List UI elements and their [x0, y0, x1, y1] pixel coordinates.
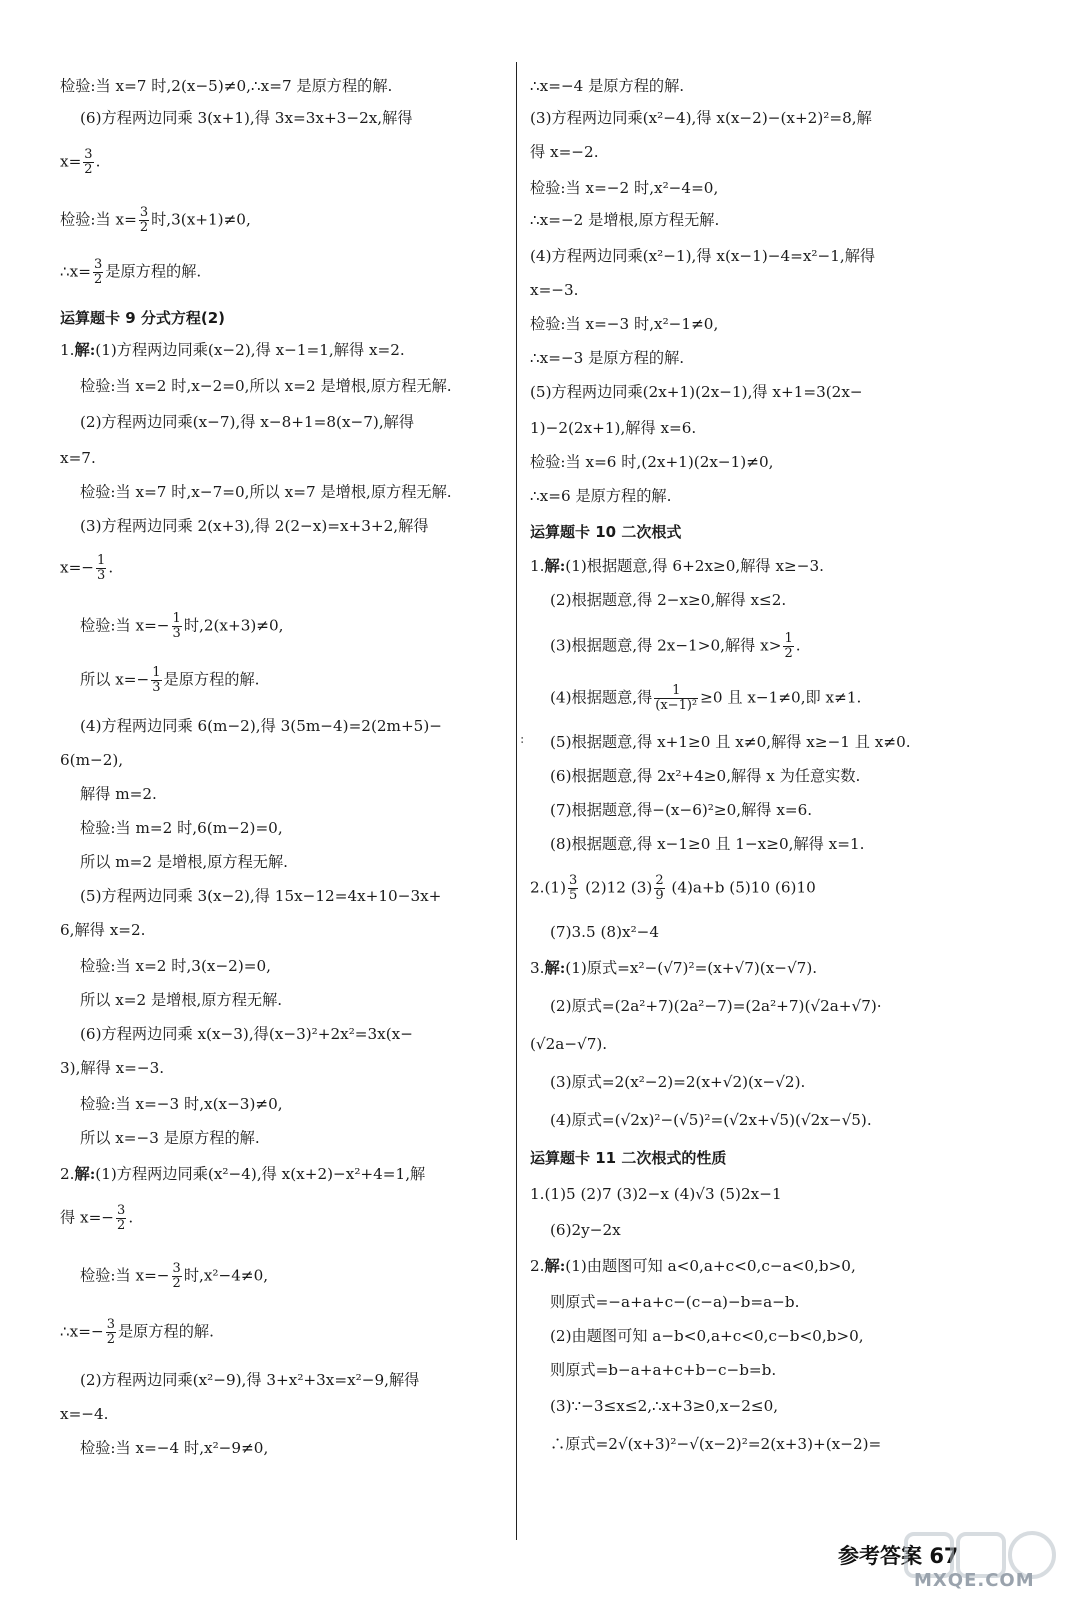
fraction: $\frac{1}{3}$	[97, 553, 106, 583]
text-line: 1.解:(1)根据题意,得 6+2x≥0,解得 x≥−3.	[530, 557, 824, 575]
text-line: (6)2y−2x	[550, 1221, 621, 1239]
page-number: 67	[929, 1544, 959, 1568]
section-heading: 运算题卡 9 分式方程(2)	[60, 309, 226, 327]
section-heading: 运算题卡 10 二次根式	[530, 523, 682, 541]
text-line: (2)原式=(2a²+7)(2a²−7)=(2a²+7)(√2a+√7)·	[550, 997, 882, 1015]
fraction: $\frac{3}{2}$	[106, 1317, 115, 1347]
text-line: (5)方程两边同乘 3(x−2),得 15x−12=4x+10−3x+	[80, 887, 442, 905]
text-line: (3)∵−3≤x≤2,∴x+3≥0,x−2≤0,	[550, 1397, 779, 1415]
text-line: 检验:当 x=2 时,x−2=0,所以 x=2 是增根,原方程无解.	[80, 377, 452, 395]
text-line: (7)根据题意,得−(x−6)²≥0,解得 x=6.	[550, 801, 813, 819]
text-line: ∴x=− $\frac{3}{2}$ 是原方程的解.	[60, 1317, 214, 1347]
fraction: $\frac{3}{2}$	[139, 205, 149, 235]
text-line: x=−4.	[60, 1405, 109, 1423]
fraction: $\frac{3}{2}$	[172, 1261, 181, 1291]
text-line: x= $\frac{3}{2}$ .	[60, 147, 101, 177]
text-line: (2)方程两边同乘(x−7),得 x−8+1=8(x−7),解得	[80, 413, 415, 431]
text-line: (8)根据题意,得 x−1≥0 且 1−x≥0,解得 x=1.	[550, 835, 865, 853]
text-line: (2)根据题意,得 2−x≥0,解得 x≤2.	[550, 591, 787, 609]
text-line: ∴x=−4 是原方程的解.	[530, 77, 685, 95]
text-line: 检验:当 x=6 时,(2x+1)(2x−1)≠0,	[530, 453, 774, 471]
text-line: ∴x=−2 是增根,原方程无解.	[530, 211, 720, 229]
text-line: ∴x=−3 是原方程的解.	[530, 349, 685, 367]
text-line: (3)方程两边同乘 2(x+3),得 2(2−x)=x+3+2,解得	[80, 517, 429, 535]
text-line: (3)原式=2(x²−2)=2(x+√2)(x−√2).	[550, 1073, 806, 1091]
text-line: 解得 m=2.	[80, 785, 157, 803]
text-line: (6)方程两边同乘 3(x+1),得 3x=3x+3−2x,解得	[80, 109, 413, 127]
text-line: 3.解:(1)原式=x²−(√7)²=(x+√7)(x−√7).	[530, 959, 818, 977]
text-line: 2.(1) $\frac{3}{5}$ (2)12 (3) $\frac{2}{9}$ (4)a+b (5)10 (6)10	[530, 873, 816, 903]
text-line: x=−3.	[530, 281, 579, 299]
text-line: 检验:当 x=−3 时,x(x−3)≠0,	[80, 1095, 283, 1113]
fraction: $\frac{3}{2}$	[84, 147, 93, 177]
text-line: (4)方程两边同乘 6(m−2),得 3(5m−4)=2(2m+5)−	[80, 717, 442, 735]
text-line: 所以 x=−3 是原方程的解.	[80, 1129, 260, 1147]
text-line: (4)根据题意,得 $\frac{1}{\text{(x−1)²}}$ ≥0 且 x−1≠0,即 x≠1.	[550, 683, 862, 713]
text-line: 6(m−2),	[60, 751, 124, 769]
text-line: 检验:当 x=− $\frac{1}{3}$ 时,2(x+3)≠0,	[80, 611, 284, 641]
text-line: 得 x=−2.	[530, 143, 599, 161]
text-line: (4)原式=(√2x)²−(√5)²=(√2x+√5)(√2x−√5).	[550, 1111, 872, 1129]
text-line: 3),解得 x=−3.	[60, 1059, 165, 1077]
text-line: (5)方程两边同乘(2x+1)(2x−1),得 x+1=3(2x−	[530, 383, 863, 401]
fraction: $\frac{3}{2}$	[117, 1203, 126, 1233]
text-line: (6)方程两边同乘 x(x−3),得(x−3)²+2x²=3x(x−	[80, 1025, 413, 1043]
fraction: $\frac{1}{2}$	[784, 631, 793, 661]
text-line: ∴x= $\frac{3}{2}$ 是原方程的解.	[60, 257, 202, 287]
text-line: 检验:当 x=− $\frac{3}{2}$ 时,x²−4≠0,	[80, 1261, 269, 1291]
text-line: (3)根据题意,得 2x−1>0,解得 x> $\frac{1}{2}$ .	[550, 631, 801, 661]
text-line: ∴x=6 是原方程的解.	[530, 487, 672, 505]
text-line: (5)根据题意,得 x+1≥0 且 x≠0,解得 x≥−1 且 x≠0.	[550, 733, 911, 751]
text-line: 6,解得 x=2.	[60, 921, 146, 939]
text-line: 检验:当 x=7 时,x−7=0,所以 x=7 是增根,原方程无解.	[80, 483, 452, 501]
text-line: x=7.	[60, 449, 96, 467]
text-line: 检验:当 x=−3 时,x²−1≠0,	[530, 315, 719, 333]
text-line: 2.解:(1)方程两边同乘(x²−4),得 x(x+2)−x²+4=1,解	[60, 1165, 426, 1183]
text-line: (3)方程两边同乘(x²−4),得 x(x−2)−(x+2)²=8,解	[530, 109, 872, 127]
column-divider	[516, 62, 517, 1540]
text-line: ∴原式=2√(x+3)²−√(x−2)²=2(x+3)+(x−2)=	[550, 1435, 882, 1453]
text-line: 1.(1)5 (2)7 (3)2−x (4)√3 (5)2x−1	[530, 1185, 782, 1203]
text-line: 2.解:(1)由题图可知 a<0,a+c<0,c−a<0,b>0,	[530, 1257, 856, 1275]
text-line: 检验:当 m=2 时,6(m−2)=0,	[80, 819, 283, 837]
fraction: $\frac{1}{3}$	[172, 611, 181, 641]
text-line: 检验:当 x= $\frac{3}{2}$ 时,3(x+1)≠0,	[60, 205, 251, 235]
margin-mark: :	[520, 732, 525, 747]
text-line: 检验:当 x=2 时,3(x−2)=0,	[80, 957, 271, 975]
text-line: (4)方程两边同乘(x²−1),得 x(x−1)−4=x²−1,解得	[530, 247, 876, 265]
text-line: (6)根据题意,得 2x²+4≥0,解得 x 为任意实数.	[550, 767, 861, 785]
text-line: 1)−2(2x+1),解得 x=6.	[530, 419, 697, 437]
fraction: $\frac{1}{3}$	[152, 665, 161, 695]
footer-label: 参考答案	[838, 1544, 922, 1568]
text-line: 所以 x=− $\frac{1}{3}$ 是原方程的解.	[80, 665, 260, 695]
text-line: 得 x=− $\frac{3}{2}$ .	[60, 1203, 134, 1233]
text-line: 所以 x=2 是增根,原方程无解.	[80, 991, 283, 1009]
text-line: 检验:当 x=7 时,2(x−5)≠0,∴x=7 是原方程的解.	[60, 77, 393, 95]
text-line: 则原式=−a+a+c−(c−a)−b=a−b.	[550, 1293, 800, 1311]
watermark-text: MXQE.COM	[914, 1570, 1035, 1591]
text-line: (7)3.5 (8)x²−4	[550, 923, 660, 941]
text-line: 检验:当 x=−4 时,x²−9≠0,	[80, 1439, 269, 1457]
text-line: (2)方程两边同乘(x²−9),得 3+x²+3x=x²−9,解得	[80, 1371, 420, 1389]
fraction: $\frac{3}{5}$	[569, 873, 578, 903]
section-heading: 运算题卡 11 二次根式的性质	[530, 1149, 727, 1167]
text-line: (√2a−√7).	[530, 1035, 608, 1053]
fraction: $\frac{2}{9}$	[655, 873, 664, 903]
fraction: $\frac{1}{\text{(x−1)²}}$	[655, 683, 698, 713]
text-line: (2)由题图可知 a−b<0,a+c<0,c−b<0,b>0,	[550, 1327, 864, 1345]
text-line: 所以 m=2 是增根,原方程无解.	[80, 853, 288, 871]
fraction: $\frac{3}{2}$	[93, 257, 103, 287]
text-line: 检验:当 x=−2 时,x²−4=0,	[530, 179, 719, 197]
text-line: 则原式=b−a+a+c+b−c−b=b.	[550, 1361, 777, 1379]
text-line: 1.解:(1)方程两边同乘(x−2),得 x−1=1,解得 x=2.	[60, 341, 405, 359]
text-line: x=− $\frac{1}{3}$ .	[60, 553, 114, 583]
